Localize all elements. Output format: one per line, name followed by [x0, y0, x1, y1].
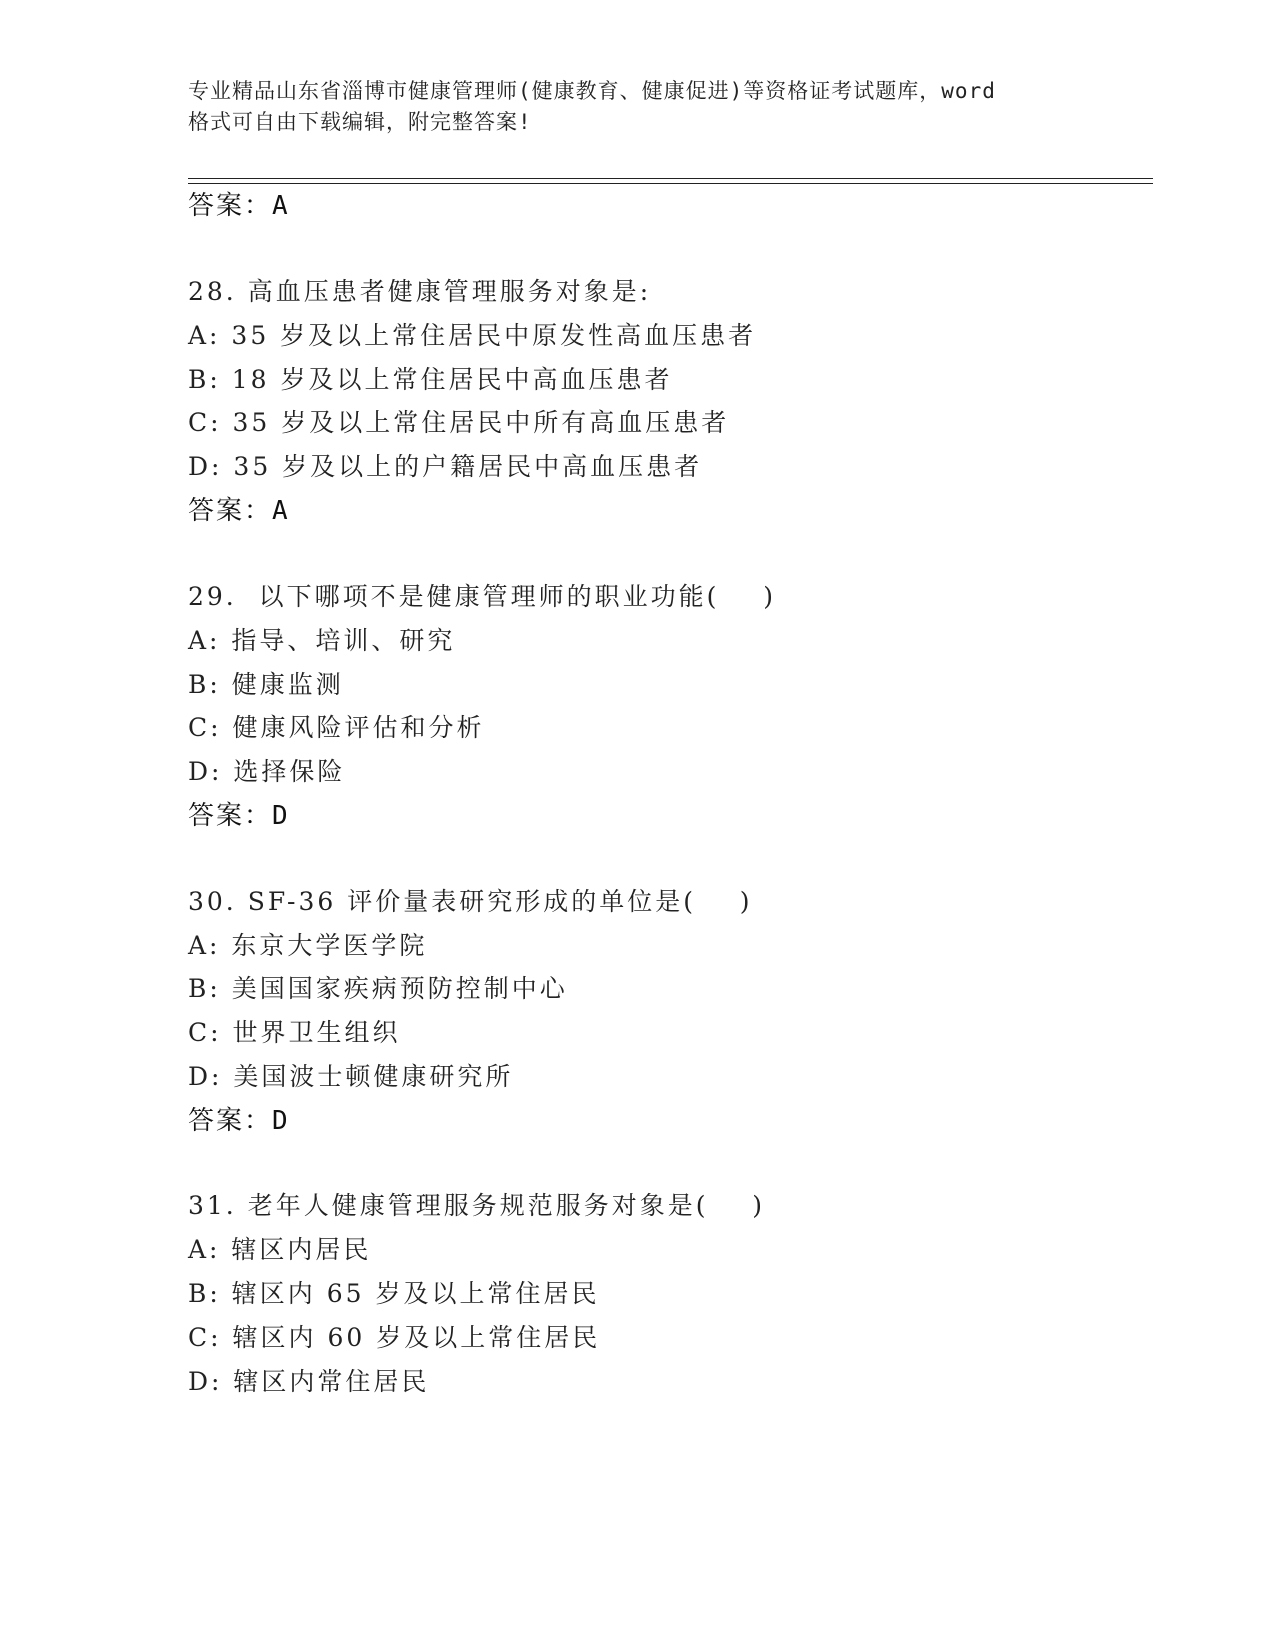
option-c: C: 辖区内 60 岁及以上常住居民	[188, 1323, 601, 1352]
option-b: B: 辖区内 65 岁及以上常住居民	[188, 1279, 600, 1308]
answer-label: 答案：	[188, 191, 273, 221]
option-d: D: 35 岁及以上的户籍居民中高血压患者	[188, 452, 703, 481]
option-a: A: 35 岁及以上常住居民中原发性高血压患者	[188, 321, 757, 350]
option-a: A: 东京大学医学院	[188, 931, 428, 960]
answer-line	[188, 1104, 290, 1138]
answer-label: 答案：	[188, 1106, 273, 1136]
answer-line	[188, 799, 290, 833]
header-line-2: 格式可自由下载编辑，附完整答案!	[188, 110, 532, 134]
header-line-1: 专业精品山东省淄博市健康管理师(健康教育、健康促进)等资格证考试题库，word	[188, 79, 996, 103]
option-b: B: 健康监测	[188, 670, 344, 699]
answer-label: 答案：	[188, 801, 273, 831]
option-c: C: 健康风险评估和分析	[188, 713, 485, 742]
option-b: B: 18 岁及以上常住居民中高血压患者	[188, 365, 673, 394]
header-divider-bottom	[188, 183, 1153, 184]
answer-value: A	[272, 191, 290, 221]
answer-line	[188, 494, 290, 528]
question-stem: 29. 以下哪项不是健康管理师的职业功能( )	[188, 582, 776, 611]
header-divider-top	[188, 178, 1153, 179]
option-b: B: 美国国家疾病预防控制中心	[188, 974, 568, 1003]
question-stem: 31. 老年人健康管理服务规范服务对象是( )	[188, 1191, 766, 1220]
question-stem: 30. SF-36 评价量表研究形成的单位是( )	[188, 887, 753, 916]
answer-value: A	[272, 496, 290, 526]
option-c: C: 35 岁及以上常住居民中所有高血压患者	[188, 408, 730, 437]
option-d: D: 辖区内常住居民	[188, 1367, 430, 1396]
option-a: A: 辖区内居民	[188, 1235, 372, 1264]
answer-value: D	[272, 1106, 290, 1136]
question-stem: 28. 高血压患者健康管理服务对象是:	[188, 277, 652, 306]
answer-line	[188, 189, 290, 223]
option-a: A: 指导、培训、研究	[188, 626, 456, 655]
answer-label: 答案：	[188, 496, 273, 526]
answer-value: D	[272, 801, 290, 831]
option-d: D: 美国波士顿健康研究所	[188, 1062, 514, 1091]
option-c: C: 世界卫生组织	[188, 1018, 401, 1047]
option-d: D: 选择保险	[188, 757, 346, 786]
document-header	[188, 76, 1088, 138]
